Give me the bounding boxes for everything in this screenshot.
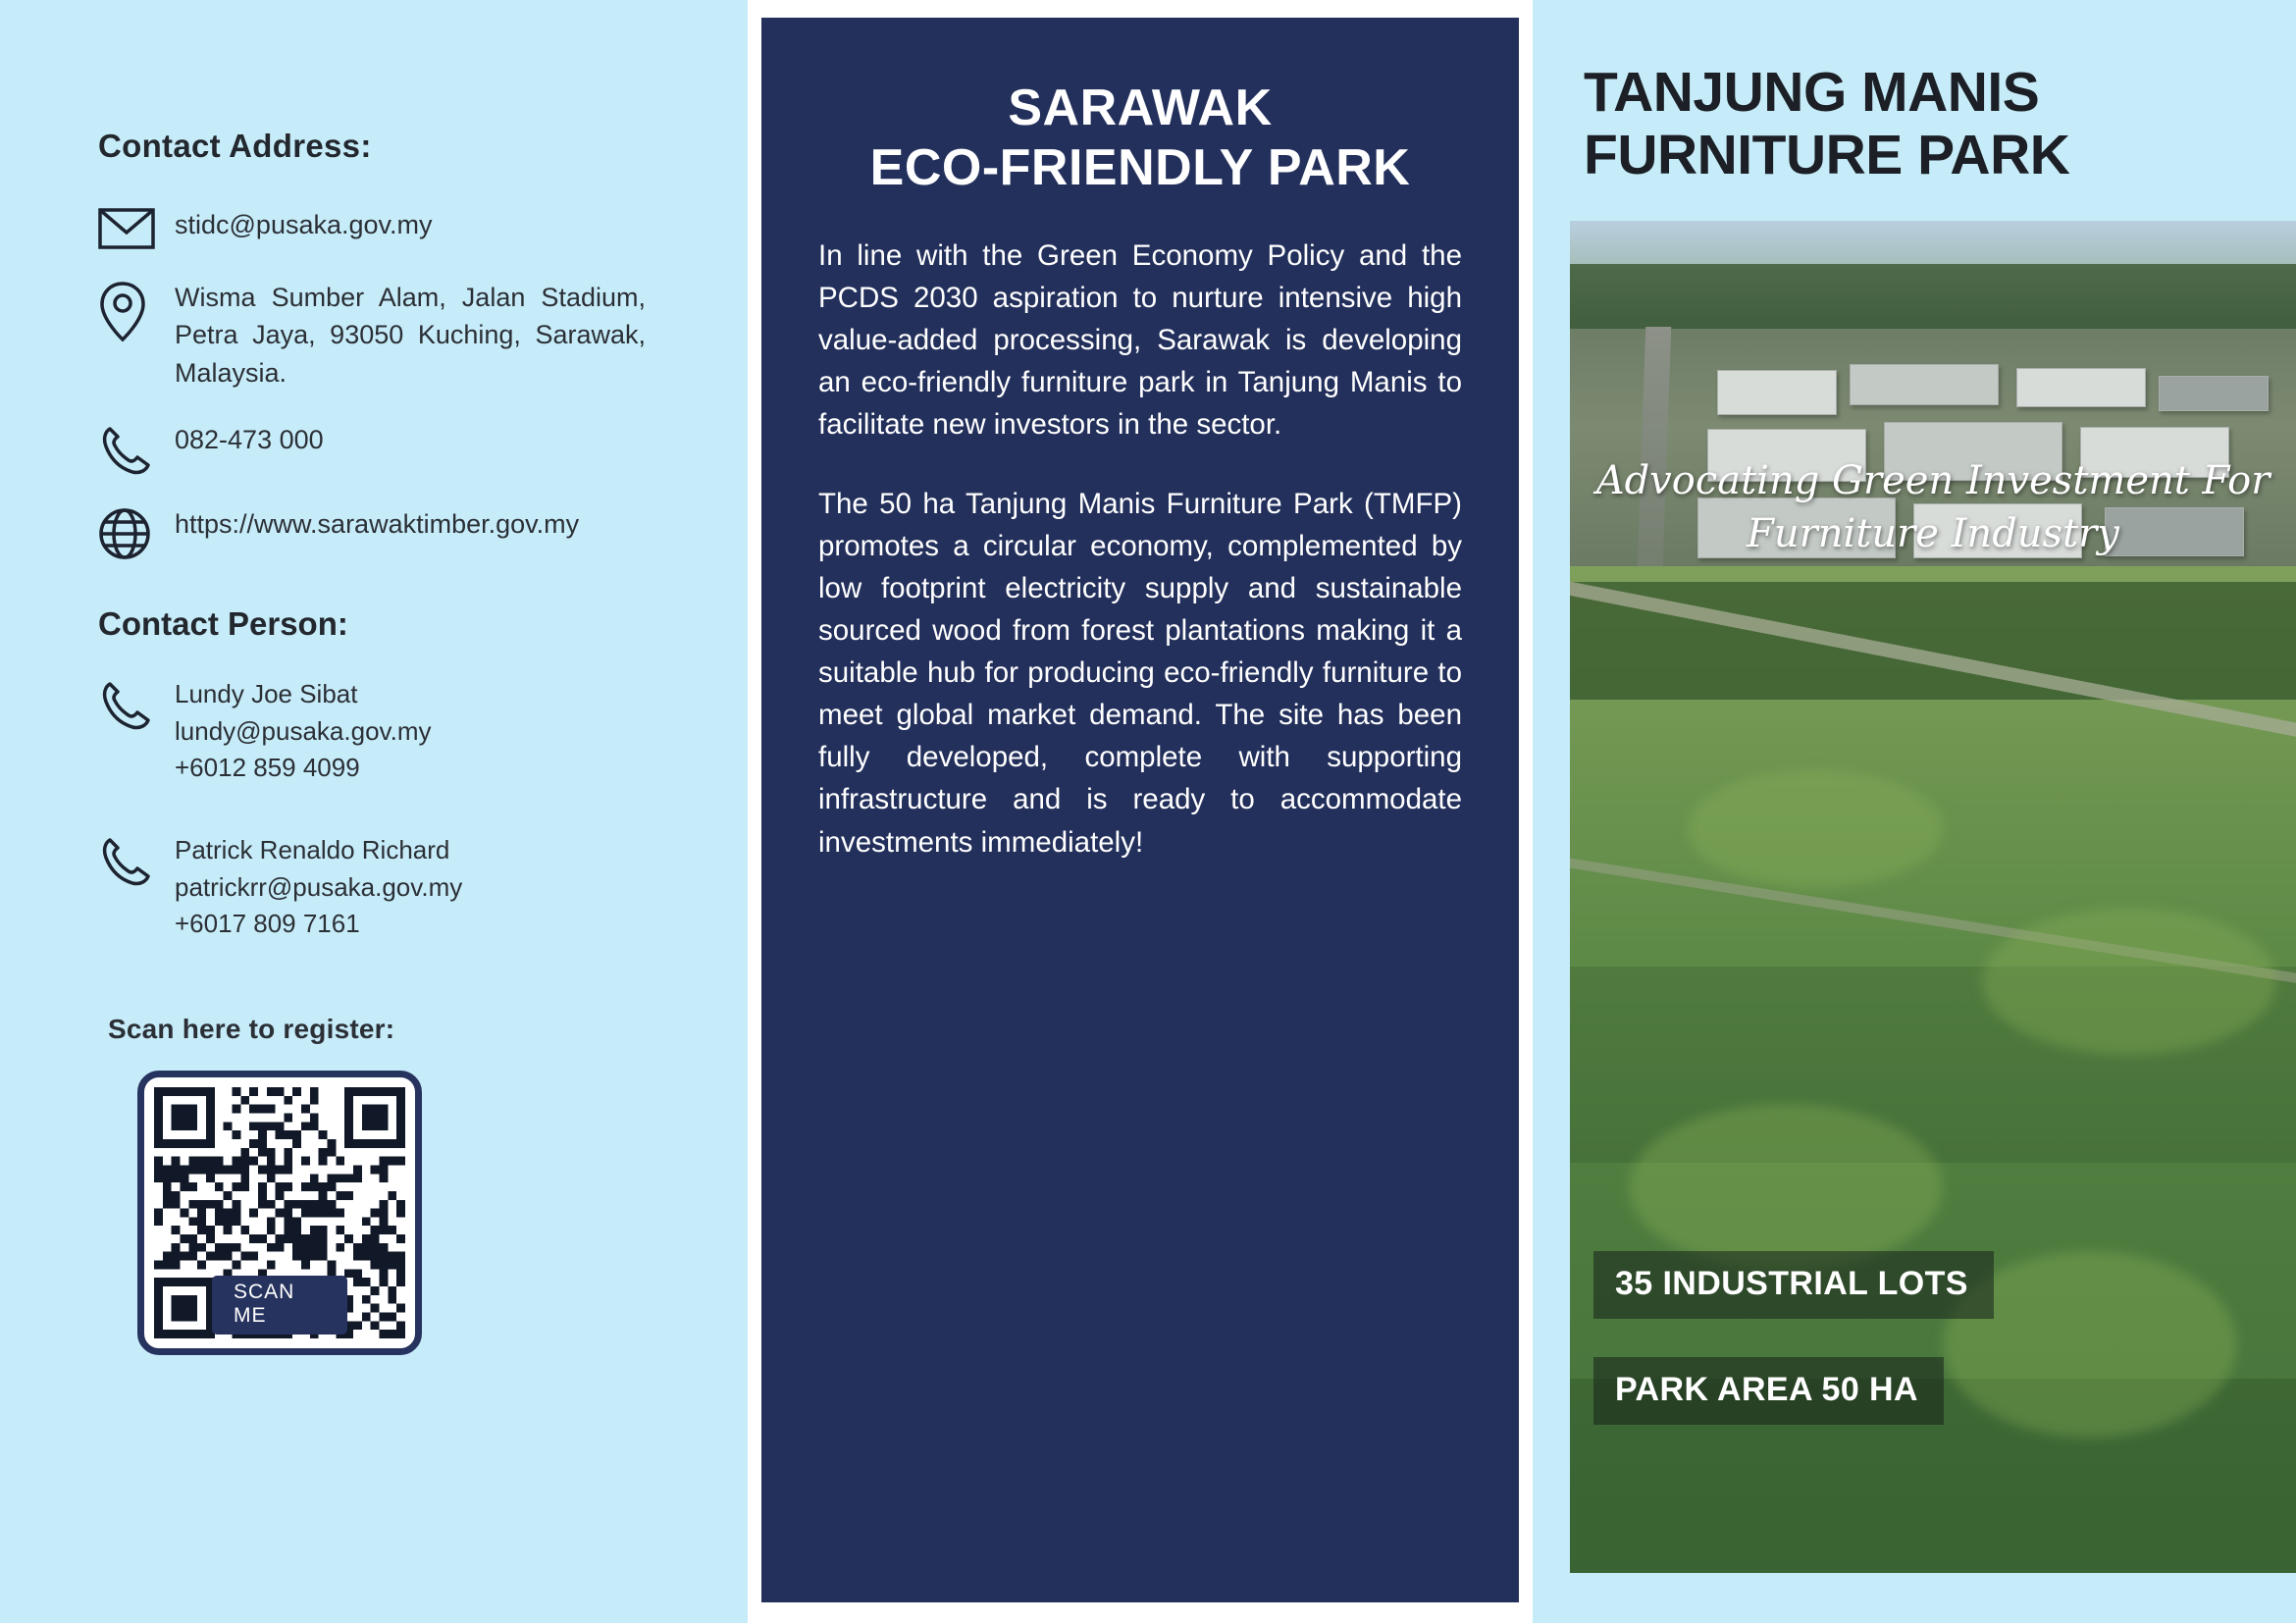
- eco-park-title-line1: SARAWAK: [1008, 79, 1273, 136]
- phone-icon: [98, 832, 175, 887]
- contact-address: Wisma Sumber Alam, Jalan Stadium, Petra Jaya, 93050 Kuching, Sarawak, Malaysia.: [175, 283, 646, 388]
- contact-address-row: [98, 279, 659, 392]
- stat-industrial-lots: 35 INDUSTRIAL LOTS: [1593, 1251, 1994, 1319]
- contact-email[interactable]: stidc@pusaka.gov.my: [175, 210, 433, 239]
- scan-me-badge: SCAN ME: [212, 1276, 347, 1335]
- contact-person-1: [98, 676, 659, 787]
- person-name: Lundy Joe Sibat: [175, 678, 358, 708]
- phone-icon: [98, 421, 175, 476]
- photo-caption-line1: Advocating Green Investment For: [1595, 457, 2270, 503]
- contact-person-2-details: [175, 832, 462, 943]
- person-email[interactable]: patrickrr@pusaka.gov.my: [175, 871, 463, 902]
- middle-panel: [748, 0, 1533, 1623]
- contact-website[interactable]: https://www.sarawaktimber.gov.my: [175, 508, 580, 539]
- eco-park-paragraph-1: In line with the Green Economy Policy and the PCDS 2030 aspiration to nurture intensive high value-added processing, Sarawak is developing an eco-friendly furniture park in Tanjung Manis to facilitate new investors in the sector.: [818, 238, 1462, 441]
- photo-building: [2159, 376, 2269, 411]
- cover-title-line2: FURNITURE PARK: [1584, 124, 2070, 187]
- cover-title: [1533, 0, 2296, 187]
- eco-park-paragraph-2: The 50 ha Tanjung Manis Furniture Park (TMFP) promotes a circular economy, complemented by low footprint electricity supply and sustainable sourced wood from forest plantations making it a suitable hub for producing eco-friendly furniture to meet global market demand. The site has been fully developed, complete with supporting infrastructure and is ready to accommodate investments immediately!: [818, 488, 1462, 859]
- photo-grass-patch: [1629, 1104, 1943, 1271]
- eco-park-card: [761, 18, 1519, 1602]
- contact-email-row: [98, 206, 659, 249]
- photo-building: [1850, 364, 1999, 405]
- photo-caption: [1570, 454, 2296, 560]
- contact-website-row: [98, 505, 659, 560]
- photo-caption-line2: Furniture Industry: [1747, 510, 2119, 556]
- contact-address-heading: Contact Address:: [98, 128, 372, 164]
- eco-park-title-line2: ECO-FRIENDLY PARK: [869, 139, 1411, 197]
- contact-person-1-details: [175, 676, 432, 787]
- stat-park-area: PARK AREA 50 HA: [1593, 1357, 1944, 1425]
- person-phone[interactable]: +6012 859 4099: [175, 753, 360, 783]
- photo-grass-patch: [1688, 770, 1943, 888]
- contact-panel: [0, 0, 748, 1623]
- aerial-photo: [1570, 221, 2296, 1573]
- person-name: Patrick Renaldo Richard: [175, 835, 450, 865]
- person-phone[interactable]: +6017 809 7161: [175, 909, 360, 939]
- person-email[interactable]: lundy@pusaka.gov.my: [175, 715, 432, 746]
- contact-phone-row: [98, 421, 659, 476]
- qr-code[interactable]: [137, 1071, 422, 1355]
- photo-building: [1717, 370, 1837, 415]
- location-pin-icon: [98, 279, 175, 343]
- contact-phone[interactable]: 082-473 000: [175, 424, 324, 454]
- photo-forest-band: [1570, 582, 2296, 700]
- scan-label: Scan here to register:: [108, 1014, 395, 1045]
- contact-person-2: [98, 832, 659, 943]
- eco-park-title: [818, 79, 1462, 199]
- photo-building: [2016, 368, 2146, 407]
- phone-icon: [98, 676, 175, 731]
- cover-panel: [1533, 0, 2296, 1623]
- photo-grass-patch: [1982, 908, 2276, 1055]
- envelope-icon: [98, 206, 175, 249]
- cover-title-line1: TANJUNG MANIS: [1584, 61, 2040, 124]
- globe-icon: [98, 505, 175, 560]
- contact-person-heading: Contact Person:: [98, 604, 348, 642]
